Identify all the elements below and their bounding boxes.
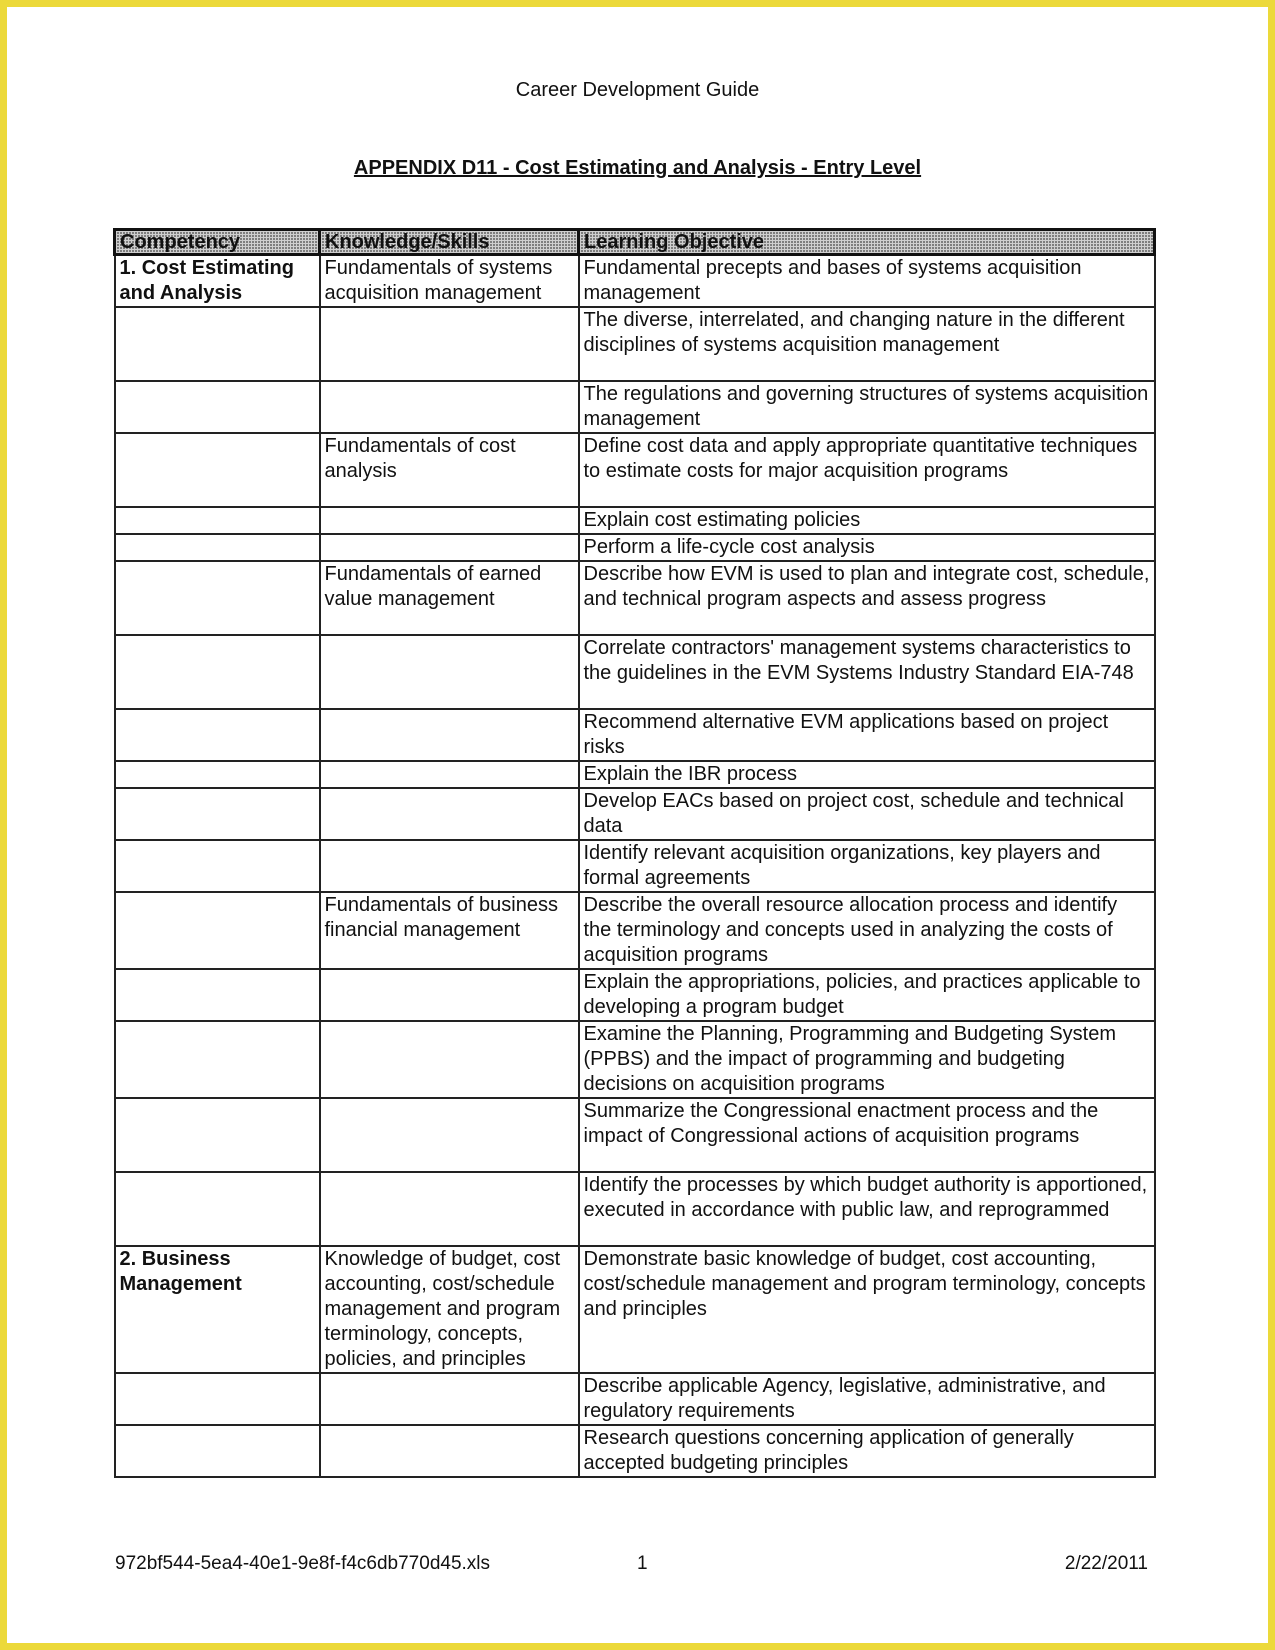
cell-knowledge-skills <box>320 788 579 840</box>
cell-knowledge-skills <box>320 840 579 892</box>
cell-learning-objective: Recommend alternative EVM applications based on project risks <box>579 709 1155 761</box>
cell-knowledge-skills <box>320 1373 579 1425</box>
cell-competency <box>115 635 320 709</box>
cell-knowledge-skills <box>320 1098 579 1172</box>
cell-learning-objective: Research questions concerning application of generally accepted budgeting principles <box>579 1425 1155 1477</box>
table-row <box>115 561 1155 635</box>
cell-knowledge-skills <box>320 1021 579 1098</box>
cell-competency <box>115 433 320 507</box>
table-row <box>115 892 1155 969</box>
column-header-learning-objective: Learning Objective <box>579 230 1155 255</box>
cell-knowledge-skills <box>320 507 579 534</box>
table-header-row <box>115 230 1155 255</box>
cell-learning-objective: Identify relevant acquisition organizations, key players and formal agreements <box>579 840 1155 892</box>
cell-learning-objective: Examine the Planning, Programming and Budgeting System (PPBS) and the impact of programming and budgeting decisions on acquisition programs <box>579 1021 1155 1098</box>
footer-page-number: 1 <box>637 1553 648 1574</box>
cell-learning-objective: Explain the IBR process <box>579 761 1155 788</box>
cell-knowledge-skills: Fundamentals of business financial management <box>320 892 579 969</box>
cell-competency <box>115 507 320 534</box>
cell-competency <box>115 709 320 761</box>
table-row <box>115 534 1155 561</box>
cell-knowledge-skills <box>320 761 579 788</box>
table-body <box>115 255 1155 1478</box>
table-row <box>115 1246 1155 1373</box>
table-row <box>115 381 1155 433</box>
cell-knowledge-skills <box>320 969 579 1021</box>
table-row <box>115 507 1155 534</box>
cell-competency <box>115 534 320 561</box>
competency-table <box>113 228 1156 1478</box>
table-row <box>115 709 1155 761</box>
table-row <box>115 307 1155 381</box>
table-row <box>115 1373 1155 1425</box>
cell-knowledge-skills: Fundamentals of systems acquisition management <box>320 255 579 308</box>
cell-competency <box>115 1373 320 1425</box>
page-title: Career Development Guide <box>515 79 760 101</box>
cell-learning-objective: Describe the overall resource allocation process and identify the terminology and concepts used in analyzing the costs of acquisition programs <box>579 892 1155 969</box>
cell-learning-objective: The diverse, interrelated, and changing nature in the different disciplines of systems acquisition management <box>579 307 1155 381</box>
cell-knowledge-skills <box>320 635 579 709</box>
cell-learning-objective: Summarize the Congressional enactment process and the impact of Congressional actions of acquisition programs <box>579 1098 1155 1172</box>
cell-competency <box>115 969 320 1021</box>
cell-competency <box>115 561 320 635</box>
footer-filename: 972bf544-5ea4-40e1-9e8f-f4c6db770d45.xls <box>115 1553 491 1574</box>
cell-learning-objective: Explain the appropriations, policies, and practices applicable to developing a program budget <box>579 969 1155 1021</box>
column-header-knowledge-skills: Knowledge/Skills <box>320 230 579 255</box>
footer-date: 2/22/2011 <box>1064 1553 1148 1574</box>
cell-knowledge-skills <box>320 1172 579 1246</box>
cell-learning-objective: Develop EACs based on project cost, schedule and technical data <box>579 788 1155 840</box>
cell-competency: 2. Business Management <box>115 1246 320 1373</box>
table-row <box>115 969 1155 1021</box>
cell-knowledge-skills <box>320 307 579 381</box>
table-row <box>115 1021 1155 1098</box>
table-row <box>115 788 1155 840</box>
cell-knowledge-skills <box>320 709 579 761</box>
cell-knowledge-skills: Fundamentals of earned value management <box>320 561 579 635</box>
cell-learning-objective: Correlate contractors' management systems characteristics to the guidelines in the EVM Systems Industry Standard EIA-748 <box>579 635 1155 709</box>
table-row <box>115 761 1155 788</box>
cell-competency <box>115 381 320 433</box>
cell-competency <box>115 1425 320 1477</box>
cell-competency <box>115 840 320 892</box>
cell-learning-objective: Describe how EVM is used to plan and integrate cost, schedule, and technical program aspects and assess progress <box>579 561 1155 635</box>
cell-competency <box>115 1098 320 1172</box>
cell-competency <box>115 788 320 840</box>
cell-knowledge-skills <box>320 381 579 433</box>
table-row <box>115 635 1155 709</box>
cell-competency <box>115 1021 320 1098</box>
column-header-competency: Competency <box>115 230 320 255</box>
cell-knowledge-skills: Fundamentals of cost analysis <box>320 433 579 507</box>
cell-learning-objective: Identify the processes by which budget authority is apportioned, executed in accordance with public law, and reprogrammed <box>579 1172 1155 1246</box>
cell-competency <box>115 761 320 788</box>
table-row <box>115 840 1155 892</box>
cell-knowledge-skills: Knowledge of budget, cost accounting, cost/schedule management and program terminology, concepts, policies, and principles <box>320 1246 579 1373</box>
cell-learning-objective: Fundamental precepts and bases of systems acquisition management <box>579 255 1155 308</box>
cell-learning-objective: Explain cost estimating policies <box>579 507 1155 534</box>
cell-learning-objective: Perform a life-cycle cost analysis <box>579 534 1155 561</box>
appendix-title: APPENDIX D11 - Cost Estimating and Analysis - Entry Level <box>353 157 922 179</box>
table-row <box>115 1098 1155 1172</box>
cell-competency <box>115 1172 320 1246</box>
table-row <box>115 1172 1155 1246</box>
cell-learning-objective: Demonstrate basic knowledge of budget, cost accounting, cost/schedule management and program terminology, concepts and principles <box>579 1246 1155 1373</box>
table-row <box>115 255 1155 308</box>
cell-competency <box>115 892 320 969</box>
cell-learning-objective: Describe applicable Agency, legislative, administrative, and regulatory requirements <box>579 1373 1155 1425</box>
cell-knowledge-skills <box>320 534 579 561</box>
cell-learning-objective: The regulations and governing structures of systems acquisition management <box>579 381 1155 433</box>
cell-learning-objective: Define cost data and apply appropriate quantitative techniques to estimate costs for major acquisition programs <box>579 433 1155 507</box>
cell-knowledge-skills <box>320 1425 579 1477</box>
table-row <box>115 1425 1155 1477</box>
cell-competency: 1. Cost Estimating and Analysis <box>115 255 320 308</box>
cell-competency <box>115 307 320 381</box>
table-row <box>115 433 1155 507</box>
